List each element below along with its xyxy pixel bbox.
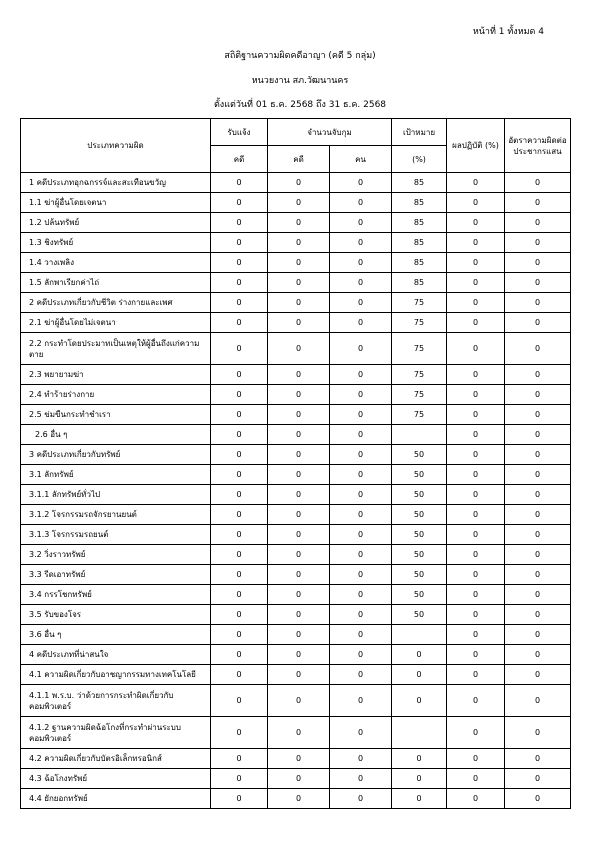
cell-received: 0 — [211, 385, 268, 405]
cell-arrest-persons: 0 — [330, 465, 392, 485]
cell-target: 50 — [392, 585, 447, 605]
header-rate-line2: ประชากรแสน — [513, 146, 562, 156]
cell-result: 0 — [447, 405, 505, 425]
table-row — [21, 585, 571, 605]
cell-rate: 0 — [505, 425, 571, 445]
table-row — [21, 645, 571, 665]
cell-crime-type: 2.6 อื่น ๆ — [21, 425, 211, 445]
cell-received: 0 — [211, 717, 268, 749]
cell-result: 0 — [447, 485, 505, 505]
table-row — [21, 193, 571, 213]
cell-result: 0 — [447, 333, 505, 365]
cell-received: 0 — [211, 789, 268, 809]
cell-result: 0 — [447, 769, 505, 789]
cell-target: 50 — [392, 445, 447, 465]
cell-received: 0 — [211, 213, 268, 233]
cell-rate: 0 — [505, 525, 571, 545]
cell-arrest-persons: 0 — [330, 365, 392, 385]
header-rate-line1: อัตราความผิดต่อ — [508, 135, 567, 145]
cell-target: 75 — [392, 385, 447, 405]
cell-arrest-cases: 0 — [268, 525, 330, 545]
cell-target: 75 — [392, 313, 447, 333]
cell-result: 0 — [447, 645, 505, 665]
cell-arrest-cases: 0 — [268, 485, 330, 505]
table-row — [21, 665, 571, 685]
cell-rate: 0 — [505, 585, 571, 605]
cell-result: 0 — [447, 545, 505, 565]
cell-crime-type: 4.1.1 พ.ร.บ. ว่าด้วยการกระทำผิดเกี่ยวกับคอมพิวเตอร์ — [21, 685, 211, 717]
header-result: ผลปฏิบัติ (%) — [447, 119, 505, 173]
cell-rate: 0 — [505, 545, 571, 565]
cell-arrest-cases: 0 — [268, 565, 330, 585]
cell-arrest-persons: 0 — [330, 545, 392, 565]
cell-target — [392, 425, 447, 445]
cell-received: 0 — [211, 749, 268, 769]
cell-target: 85 — [392, 273, 447, 293]
cell-crime-type: 2.3 พยายามฆ่า — [21, 365, 211, 385]
cell-crime-type: 2.4 ทำร้ายร่างกาย — [21, 385, 211, 405]
cell-arrest-cases: 0 — [268, 605, 330, 625]
cell-rate: 0 — [505, 193, 571, 213]
cell-crime-type: 1.5 ลักพาเรียกค่าไถ่ — [21, 273, 211, 293]
cell-arrest-cases: 0 — [268, 625, 330, 645]
cell-result: 0 — [447, 233, 505, 253]
cell-arrest-cases: 0 — [268, 233, 330, 253]
cell-rate: 0 — [505, 445, 571, 465]
cell-rate: 0 — [505, 769, 571, 789]
cell-result: 0 — [447, 445, 505, 465]
cell-rate: 0 — [505, 565, 571, 585]
cell-result: 0 — [447, 465, 505, 485]
cell-received: 0 — [211, 525, 268, 545]
cell-rate: 0 — [505, 313, 571, 333]
subheader-percent: (%) — [392, 146, 447, 173]
cell-received: 0 — [211, 769, 268, 789]
cell-received: 0 — [211, 465, 268, 485]
cell-target: 85 — [392, 253, 447, 273]
cell-received: 0 — [211, 625, 268, 645]
cell-received: 0 — [211, 445, 268, 465]
cell-rate: 0 — [505, 645, 571, 665]
cell-target: 75 — [392, 405, 447, 425]
table-row — [21, 385, 571, 405]
page-number: หน้าที่ 1 ทั้งหมด 4 — [472, 27, 544, 37]
cell-rate: 0 — [505, 665, 571, 685]
cell-target: 50 — [392, 545, 447, 565]
cell-received: 0 — [211, 365, 268, 385]
table-row — [21, 545, 571, 565]
cell-received: 0 — [211, 173, 268, 193]
cell-rate: 0 — [505, 749, 571, 769]
cell-rate: 0 — [505, 173, 571, 193]
cell-target: 0 — [392, 685, 447, 717]
cell-crime-type: 3.1.2 โจรกรรมรถจักรยานยนต์ — [21, 505, 211, 525]
table-row — [21, 273, 571, 293]
cell-arrest-cases: 0 — [268, 293, 330, 313]
table-row — [21, 789, 571, 809]
cell-result: 0 — [447, 525, 505, 545]
cell-arrest-persons: 0 — [330, 685, 392, 717]
cell-arrest-persons: 0 — [330, 425, 392, 445]
cell-received: 0 — [211, 425, 268, 445]
cell-target: 0 — [392, 749, 447, 769]
cell-result: 0 — [447, 293, 505, 313]
cell-result: 0 — [447, 173, 505, 193]
table-row — [21, 253, 571, 273]
cell-received: 0 — [211, 313, 268, 333]
cell-result: 0 — [447, 313, 505, 333]
cell-result: 0 — [447, 385, 505, 405]
cell-crime-type: 3.1.3 โจรกรรมรถยนต์ — [21, 525, 211, 545]
subheader-case-received: คดี — [211, 146, 268, 173]
cell-arrest-persons: 0 — [330, 485, 392, 505]
table-row — [21, 485, 571, 505]
report-title: สถิติฐานความผิดคดีอาญา (คดี 5 กลุ่ม) — [224, 51, 376, 61]
cell-crime-type: 3.6 อื่น ๆ — [21, 625, 211, 645]
cell-received: 0 — [211, 233, 268, 253]
cell-crime-type: 4.2 ความผิดเกี่ยวกับบัตรอิเล็กทรอนิกส์ — [21, 749, 211, 769]
cell-crime-type: 3.1 ลักทรัพย์ — [21, 465, 211, 485]
cell-result: 0 — [447, 789, 505, 809]
cell-crime-type: 3.2 วิ่งราวทรัพย์ — [21, 545, 211, 565]
table-row — [21, 313, 571, 333]
cell-target: 50 — [392, 465, 447, 485]
cell-received: 0 — [211, 685, 268, 717]
table-row — [21, 213, 571, 233]
cell-received: 0 — [211, 645, 268, 665]
date-range: ตั้งแต่วันที่ 01 ธ.ค. 2568 ถึง 31 ธ.ค. 2568 — [213, 100, 387, 110]
cell-crime-type: 4 คดีประเภทที่น่าสนใจ — [21, 645, 211, 665]
cell-target: 50 — [392, 565, 447, 585]
cell-arrest-persons: 0 — [330, 525, 392, 545]
cell-received: 0 — [211, 605, 268, 625]
cell-target: 50 — [392, 605, 447, 625]
cell-result: 0 — [447, 565, 505, 585]
cell-arrest-persons: 0 — [330, 445, 392, 465]
cell-arrest-cases: 0 — [268, 313, 330, 333]
cell-arrest-persons: 0 — [330, 313, 392, 333]
cell-arrest-cases: 0 — [268, 685, 330, 717]
cell-crime-type: 1.1 ฆ่าผู้อื่นโดยเจตนา — [21, 193, 211, 213]
cell-crime-type: 3.1.1 ลักทรัพย์ทั่วไป — [21, 485, 211, 505]
cell-target — [392, 625, 447, 645]
header-received: รับแจ้ง — [211, 119, 268, 146]
cell-arrest-persons: 0 — [330, 645, 392, 665]
cell-rate: 0 — [505, 505, 571, 525]
cell-arrest-cases: 0 — [268, 365, 330, 385]
table-row — [21, 465, 571, 485]
cell-target: 50 — [392, 525, 447, 545]
table-row — [21, 685, 571, 717]
cell-received: 0 — [211, 193, 268, 213]
cell-target: 85 — [392, 233, 447, 253]
cell-arrest-cases: 0 — [268, 465, 330, 485]
header-target: เป้าหมาย — [392, 119, 447, 146]
cell-arrest-persons: 0 — [330, 625, 392, 645]
cell-arrest-cases: 0 — [268, 505, 330, 525]
cell-crime-type: 1.3 ชิงทรัพย์ — [21, 233, 211, 253]
table-row — [21, 365, 571, 385]
cell-result: 0 — [447, 749, 505, 769]
cell-rate: 0 — [505, 333, 571, 365]
cell-crime-type: 4.4 ยักยอกทรัพย์ — [21, 789, 211, 809]
cell-target: 0 — [392, 665, 447, 685]
cell-result: 0 — [447, 605, 505, 625]
cell-arrest-persons: 0 — [330, 173, 392, 193]
table-row — [21, 445, 571, 465]
cell-arrest-persons: 0 — [330, 665, 392, 685]
cell-arrest-persons: 0 — [330, 585, 392, 605]
cell-crime-type: 3.4 กรรโชกทรัพย์ — [21, 585, 211, 605]
cell-arrest-cases: 0 — [268, 445, 330, 465]
table-row — [21, 233, 571, 253]
header-arrest: จำนวนจับกุม — [268, 119, 392, 146]
cell-arrest-persons: 0 — [330, 505, 392, 525]
cell-crime-type: 2 คดีประเภทเกี่ยวกับชีวิต ร่างกายและเพศ — [21, 293, 211, 313]
table-row — [21, 565, 571, 585]
cell-arrest-persons: 0 — [330, 565, 392, 585]
cell-arrest-cases: 0 — [268, 645, 330, 665]
cell-target: 85 — [392, 213, 447, 233]
cell-arrest-persons: 0 — [330, 385, 392, 405]
cell-arrest-cases: 0 — [268, 585, 330, 605]
cell-crime-type: 1 คดีประเภทอุกฉกรรจ์และสะเทือนขวัญ — [21, 173, 211, 193]
cell-received: 0 — [211, 485, 268, 505]
cell-received: 0 — [211, 405, 268, 425]
crime-stats-table — [20, 118, 571, 809]
cell-arrest-cases: 0 — [268, 665, 330, 685]
cell-rate: 0 — [505, 405, 571, 425]
table-row — [21, 333, 571, 365]
cell-arrest-persons: 0 — [330, 233, 392, 253]
cell-rate: 0 — [505, 273, 571, 293]
cell-rate: 0 — [505, 625, 571, 645]
cell-received: 0 — [211, 565, 268, 585]
table-row — [21, 605, 571, 625]
cell-rate: 0 — [505, 485, 571, 505]
cell-crime-type: 4.3 ฉ้อโกงทรัพย์ — [21, 769, 211, 789]
cell-result: 0 — [447, 685, 505, 717]
unit-name: หนวยงาน สภ.วัฒนานคร — [251, 76, 349, 86]
cell-target: 75 — [392, 293, 447, 313]
cell-result: 0 — [447, 665, 505, 685]
cell-crime-type: 3.3 รีดเอาทรัพย์ — [21, 565, 211, 585]
cell-arrest-cases: 0 — [268, 405, 330, 425]
cell-arrest-persons: 0 — [330, 193, 392, 213]
cell-target: 50 — [392, 505, 447, 525]
cell-crime-type: 3.5 รับของโจร — [21, 605, 211, 625]
cell-rate: 0 — [505, 465, 571, 485]
cell-crime-type: 3 คดีประเภทเกี่ยวกับทรัพย์ — [21, 445, 211, 465]
cell-arrest-cases: 0 — [268, 545, 330, 565]
cell-crime-type: 1.2 ปล้นทรัพย์ — [21, 213, 211, 233]
cell-rate: 0 — [505, 685, 571, 717]
cell-received: 0 — [211, 293, 268, 313]
table-row — [21, 769, 571, 789]
cell-target: 85 — [392, 173, 447, 193]
cell-rate: 0 — [505, 385, 571, 405]
cell-arrest-persons: 0 — [330, 273, 392, 293]
cell-arrest-persons: 0 — [330, 789, 392, 809]
cell-result: 0 — [447, 585, 505, 605]
cell-arrest-persons: 0 — [330, 749, 392, 769]
cell-arrest-persons: 0 — [330, 769, 392, 789]
cell-arrest-cases: 0 — [268, 425, 330, 445]
cell-arrest-persons: 0 — [330, 333, 392, 365]
cell-received: 0 — [211, 545, 268, 565]
cell-arrest-persons: 0 — [330, 213, 392, 233]
cell-arrest-persons: 0 — [330, 253, 392, 273]
table-row — [21, 717, 571, 749]
cell-arrest-cases: 0 — [268, 213, 330, 233]
cell-arrest-cases: 0 — [268, 173, 330, 193]
cell-crime-type: 4.1 ความผิดเกี่ยวกับอาชญากรรมทางเทคโนโลยี — [21, 665, 211, 685]
table-row — [21, 505, 571, 525]
cell-target: 0 — [392, 769, 447, 789]
header-type: ประเภทความผิด — [21, 119, 211, 173]
cell-arrest-persons: 0 — [330, 717, 392, 749]
cell-arrest-cases: 0 — [268, 717, 330, 749]
cell-result: 0 — [447, 253, 505, 273]
cell-arrest-persons: 0 — [330, 405, 392, 425]
table-row — [21, 749, 571, 769]
subheader-case-arrest: คดี — [268, 146, 330, 173]
cell-target — [392, 717, 447, 749]
cell-result: 0 — [447, 213, 505, 233]
cell-crime-type: 2.1 ฆ่าผู้อื่นโดยไม่เจตนา — [21, 313, 211, 333]
cell-result: 0 — [447, 365, 505, 385]
cell-arrest-cases: 0 — [268, 273, 330, 293]
cell-arrest-cases: 0 — [268, 769, 330, 789]
cell-result: 0 — [447, 193, 505, 213]
cell-received: 0 — [211, 585, 268, 605]
cell-rate: 0 — [505, 213, 571, 233]
cell-received: 0 — [211, 273, 268, 293]
cell-rate: 0 — [505, 293, 571, 313]
cell-arrest-cases: 0 — [268, 193, 330, 213]
cell-received: 0 — [211, 665, 268, 685]
cell-arrest-cases: 0 — [268, 789, 330, 809]
cell-arrest-cases: 0 — [268, 333, 330, 365]
cell-arrest-persons: 0 — [330, 605, 392, 625]
cell-rate: 0 — [505, 717, 571, 749]
cell-arrest-cases: 0 — [268, 385, 330, 405]
cell-crime-type: 2.2 กระทำโดยประมาทเป็นเหตุให้ผู้อื่นถึงแก่ความตาย — [21, 333, 211, 365]
cell-result: 0 — [447, 717, 505, 749]
cell-received: 0 — [211, 333, 268, 365]
cell-result: 0 — [447, 273, 505, 293]
cell-result: 0 — [447, 425, 505, 445]
table-row — [21, 625, 571, 645]
cell-result: 0 — [447, 505, 505, 525]
cell-arrest-cases: 0 — [268, 253, 330, 273]
cell-target: 85 — [392, 193, 447, 213]
header-rate — [505, 119, 571, 173]
cell-result: 0 — [447, 625, 505, 645]
subheader-person: คน — [330, 146, 392, 173]
cell-received: 0 — [211, 505, 268, 525]
cell-crime-type: 1.4 วางเพลิง — [21, 253, 211, 273]
cell-arrest-cases: 0 — [268, 749, 330, 769]
table-row — [21, 425, 571, 445]
cell-target: 50 — [392, 485, 447, 505]
cell-arrest-persons: 0 — [330, 293, 392, 313]
cell-rate: 0 — [505, 233, 571, 253]
cell-target: 0 — [392, 645, 447, 665]
table-row — [21, 293, 571, 313]
cell-crime-type: 2.5 ข่มขืนกระทำชำเรา — [21, 405, 211, 425]
cell-received: 0 — [211, 253, 268, 273]
table-row — [21, 405, 571, 425]
table-row — [21, 525, 571, 545]
cell-rate: 0 — [505, 365, 571, 385]
cell-rate: 0 — [505, 605, 571, 625]
cell-target: 0 — [392, 789, 447, 809]
cell-target: 75 — [392, 365, 447, 385]
cell-crime-type: 4.1.2 ฐานความผิดฉ้อโกงที่กระทำผ่านระบบคอมพิวเตอร์ — [21, 717, 211, 749]
cell-target: 75 — [392, 333, 447, 365]
cell-rate: 0 — [505, 789, 571, 809]
cell-rate: 0 — [505, 253, 571, 273]
table-row — [21, 173, 571, 193]
